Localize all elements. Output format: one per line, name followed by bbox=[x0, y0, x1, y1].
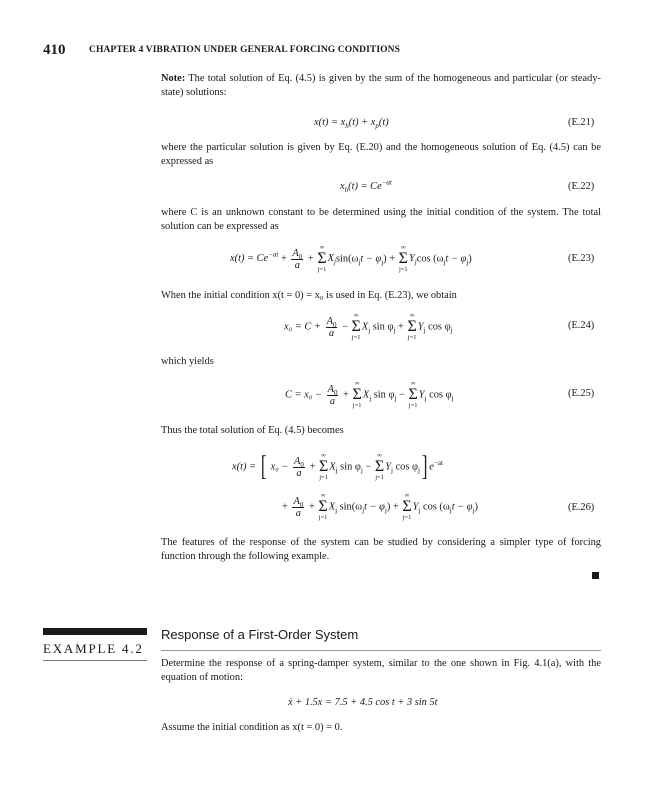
paragraph-initial-condition: When the initial condition x(t = 0) = x₀ is used in Eq. (E.23), we obtain bbox=[161, 290, 457, 301]
equation-e23: $x(t) = Ce^{-at}$ + $\frac{A_0}{a}$ + ∞ Σ j=1 $X_j\sin(\omega_jt - \varphi_j)$ + ∞ Σ j=1 $Y_j\cos$ $(\omega_jt - \varphi_j)$ bbox=[230, 244, 472, 273]
example-label: EXAMPLE 4.2 bbox=[43, 641, 144, 656]
summation-symbol: ∞ Σ j=1 bbox=[398, 244, 408, 273]
note-text: The total solution of Eq. (4.5) is given by the sum of the homogeneous and particular (or steady-state) solutions: bbox=[161, 73, 601, 98]
example-problem-text: Determine the response of a spring-damper system, similar to the one shown in Fig. 4.1(a), with the equation of motion: bbox=[161, 658, 601, 683]
summation-symbol: ∞ Σ j=1 bbox=[351, 312, 361, 341]
left-bracket: [ bbox=[260, 451, 267, 482]
example-title-rule bbox=[161, 650, 601, 651]
note-paragraph bbox=[161, 72, 601, 100]
equation-number-e24: (E.24) bbox=[568, 320, 595, 331]
paragraph-particular-solution: where the particular solution is given by Eq. (E.20) and the homogeneous solution of Eq. (4.5) can be expressed as bbox=[161, 142, 601, 167]
summation-symbol: ∞ Σ j=1 bbox=[352, 380, 362, 409]
equation-e26-line2: + $\frac{A_0}{a}$ + ∞ Σ j=1 $X_j$ $\sin(\omega_jt - \varphi_j)$ + ∞ Σ j=1 $Y_j$ $\cos (\omega_jt - \varphi_j)$ bbox=[282, 492, 478, 521]
example-equation: ẋ + 1.5x = 7.5 + 4.5 cos t + 3 sin 5t bbox=[288, 697, 438, 708]
summation-symbol: ∞ Σ j=1 bbox=[407, 312, 417, 341]
paragraph-total-solution-becomes: Thus the total solution of Eq. (4.5) becomes bbox=[161, 425, 344, 436]
right-bracket: ] bbox=[421, 451, 428, 482]
example-bar bbox=[43, 628, 147, 635]
example-underline bbox=[43, 660, 147, 661]
paragraph-which-yields: which yields bbox=[161, 356, 214, 367]
equation-number-e21: (E.21) bbox=[568, 117, 595, 128]
equation-number-e22: (E.22) bbox=[568, 181, 595, 192]
note-label: Note: bbox=[161, 73, 186, 84]
end-of-section-square-icon bbox=[592, 572, 599, 579]
paragraph-features: The features of the response of the system can be studied by considering a simpler type of forcing function through the following example. bbox=[161, 537, 601, 562]
summation-symbol: ∞ Σ j=1 bbox=[402, 492, 412, 521]
page-number: 410 bbox=[43, 42, 66, 58]
equation-e21: $x(t) = x_h(t) + x_p(t)$ bbox=[314, 117, 389, 131]
summation-symbol: ∞ Σ j=1 bbox=[374, 452, 385, 481]
equation-e25: C = x₀ − $\frac{A_0}{a}$ + ∞ Σ j=1 $X_j$ $\sin \varphi_j$ − ∞ Σ j=1 $Y_j$ $\cos \varphi_j$ bbox=[285, 380, 454, 409]
equation-e24: x₀ = C + $\frac{A_0}{a}$ − ∞ Σ j=1 $X_j$ $\sin \varphi_j$ + ∞ Σ j=1 $Y_j$ $\cos \varphi_j$ bbox=[284, 312, 453, 341]
equation-e22: $x_h(t) = Ce^{-at}$ bbox=[340, 178, 392, 195]
equation-number-e23: (E.23) bbox=[568, 253, 595, 264]
fraction-a0-over-a: $\frac{A_0}{a}$ bbox=[326, 315, 337, 339]
fraction-a0-over-a: $\frac{A_0}{a}$ bbox=[293, 495, 304, 519]
equation-e26-line1: x(t) = [ x₀ − $\frac{A_0}{a}$ + ∞ Σ j=1 $X_j$ $\sin \varphi_j$ − ∞ Σ j=1 $Y_j$ $\cos \varphi_j$] $e^{-at}$ bbox=[232, 451, 443, 482]
summation-symbol: ∞ Σ j=1 bbox=[317, 244, 327, 273]
summation-symbol: ∞ Σ j=1 bbox=[408, 380, 418, 409]
example-title: Response of a First-Order System bbox=[161, 627, 359, 642]
fraction-a0-over-a: $\frac{A_0}{a}$ bbox=[292, 247, 303, 271]
example-assumption: Assume the initial condition as x(t = 0) = 0. bbox=[161, 722, 343, 733]
summation-symbol: ∞ Σ j=1 bbox=[318, 452, 329, 481]
summation-symbol: ∞ Σ j=1 bbox=[318, 492, 328, 521]
running-header: CHAPTER 4 VIBRATION UNDER GENERAL FORCING CONDITIONS bbox=[89, 45, 400, 55]
fraction-a0-over-a: $\frac{A_0}{a}$ bbox=[327, 383, 338, 407]
fraction-a0-over-a: $\frac{A_0}{a}$ bbox=[294, 455, 304, 479]
equation-number-e26: (E.26) bbox=[568, 502, 595, 513]
paragraph-total-solution: where C is an unknown constant to be determined using the initial condition of the system. The total solution can be expressed as bbox=[161, 207, 601, 232]
equation-number-e25: (E.25) bbox=[568, 388, 595, 399]
